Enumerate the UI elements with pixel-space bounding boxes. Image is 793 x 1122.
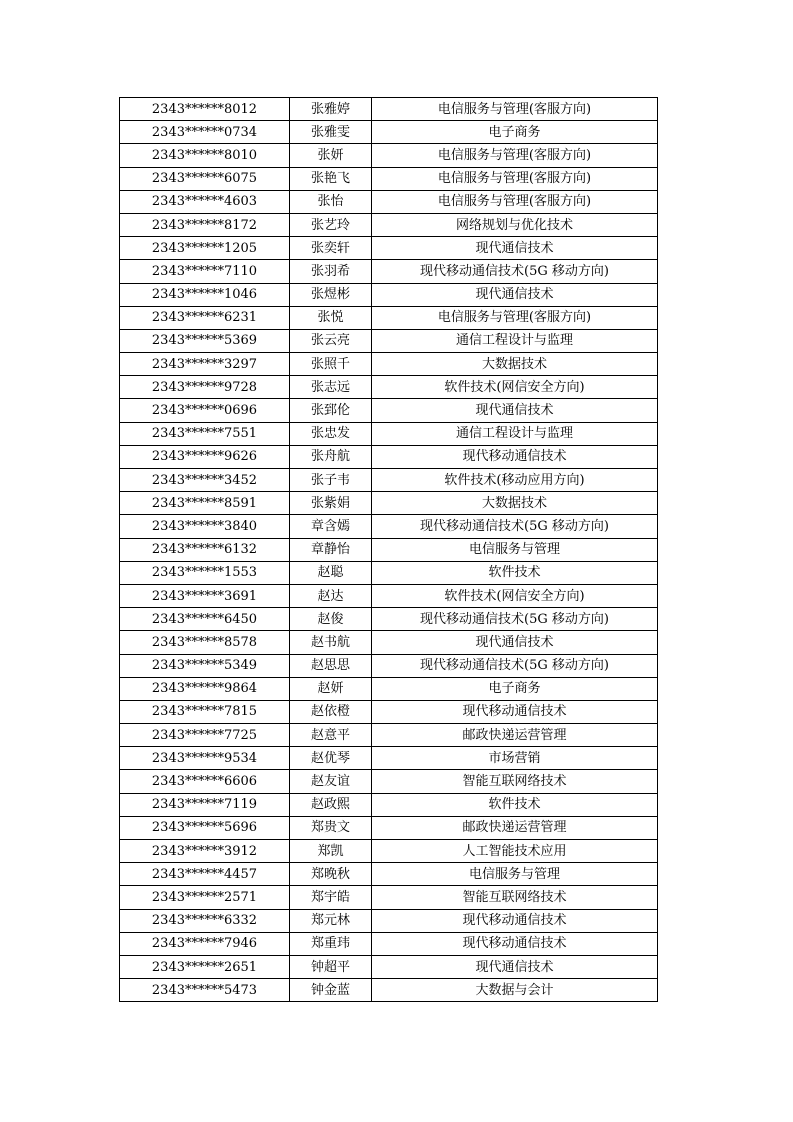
student-id-cell: 2343******8012	[120, 98, 290, 121]
student-id-cell: 2343******2571	[120, 886, 290, 909]
student-name-cell: 张云亮	[290, 329, 372, 352]
major-cell: 网络规划与优化技术	[372, 213, 658, 236]
major-cell: 现代通信技术	[372, 955, 658, 978]
student-name-cell: 郑贵文	[290, 816, 372, 839]
major-cell: 软件技术(网信安全方向)	[372, 584, 658, 607]
table-row	[120, 306, 658, 329]
student-name-cell: 张艳飞	[290, 167, 372, 190]
major-cell: 现代移动通信技术	[372, 932, 658, 955]
student-id-cell: 2343******1553	[120, 561, 290, 584]
table-row	[120, 144, 658, 167]
table-row	[120, 677, 658, 700]
student-table-body	[120, 98, 658, 1002]
table-row	[120, 654, 658, 677]
student-name-cell: 张悦	[290, 306, 372, 329]
student-id-cell: 2343******7946	[120, 932, 290, 955]
student-name-cell: 赵优琴	[290, 747, 372, 770]
table-row	[120, 283, 658, 306]
student-id-cell: 2343******1046	[120, 283, 290, 306]
student-id-cell: 2343******8578	[120, 631, 290, 654]
table-row	[120, 909, 658, 932]
major-cell: 电子商务	[372, 677, 658, 700]
student-name-cell: 赵思思	[290, 654, 372, 677]
student-id-cell: 2343******0696	[120, 399, 290, 422]
table-row	[120, 98, 658, 121]
student-id-cell: 2343******7725	[120, 724, 290, 747]
student-name-cell: 张雅雯	[290, 121, 372, 144]
table-row	[120, 260, 658, 283]
student-id-cell: 2343******6332	[120, 909, 290, 932]
table-row	[120, 213, 658, 236]
student-id-cell: 2343******1205	[120, 237, 290, 260]
table-row	[120, 631, 658, 654]
table-row	[120, 492, 658, 515]
major-cell: 电信服务与管理(客服方向)	[372, 98, 658, 121]
major-cell: 大数据技术	[372, 353, 658, 376]
student-id-cell: 2343******8591	[120, 492, 290, 515]
major-cell: 大数据与会计	[372, 979, 658, 1002]
major-cell: 现代通信技术	[372, 631, 658, 654]
student-id-cell: 2343******3691	[120, 584, 290, 607]
major-cell: 人工智能技术应用	[372, 840, 658, 863]
major-cell: 现代移动通信技术(5G 移动方向)	[372, 515, 658, 538]
major-cell: 智能互联网络技术	[372, 886, 658, 909]
student-id-cell: 2343******7110	[120, 260, 290, 283]
student-name-cell: 钟金蓝	[290, 979, 372, 1002]
table-row	[120, 376, 658, 399]
table-row	[120, 816, 658, 839]
student-name-cell: 张紫娟	[290, 492, 372, 515]
table-row	[120, 979, 658, 1002]
student-id-cell: 2343******3297	[120, 353, 290, 376]
major-cell: 电信服务与管理(客服方向)	[372, 144, 658, 167]
table-row	[120, 469, 658, 492]
table-row	[120, 237, 658, 260]
table-row	[120, 515, 658, 538]
student-id-cell: 2343******7815	[120, 700, 290, 723]
major-cell: 电信服务与管理	[372, 538, 658, 561]
student-name-cell: 张怡	[290, 190, 372, 213]
table-row	[120, 584, 658, 607]
table-row	[120, 932, 658, 955]
student-name-cell: 郑晚秋	[290, 863, 372, 886]
student-id-cell: 2343******8172	[120, 213, 290, 236]
major-cell: 软件技术(移动应用方向)	[372, 469, 658, 492]
major-cell: 电信服务与管理	[372, 863, 658, 886]
student-id-cell: 2343******4457	[120, 863, 290, 886]
student-id-cell: 2343******2651	[120, 955, 290, 978]
student-name-cell: 赵俊	[290, 608, 372, 631]
student-name-cell: 张奕轩	[290, 237, 372, 260]
major-cell: 智能互联网络技术	[372, 770, 658, 793]
table-row	[120, 770, 658, 793]
student-id-cell: 2343******6450	[120, 608, 290, 631]
student-name-cell: 张志远	[290, 376, 372, 399]
major-cell: 软件技术	[372, 561, 658, 584]
student-id-cell: 2343******6231	[120, 306, 290, 329]
student-id-cell: 2343******0734	[120, 121, 290, 144]
major-cell: 软件技术(网信安全方向)	[372, 376, 658, 399]
table-row	[120, 353, 658, 376]
table-row	[120, 955, 658, 978]
table-row	[120, 747, 658, 770]
major-cell: 现代移动通信技术(5G 移动方向)	[372, 260, 658, 283]
student-name-cell: 章静怡	[290, 538, 372, 561]
table-row	[120, 700, 658, 723]
student-name-cell: 赵书航	[290, 631, 372, 654]
student-id-cell: 2343******6075	[120, 167, 290, 190]
student-name-cell: 张煜彬	[290, 283, 372, 306]
student-name-cell: 张羽希	[290, 260, 372, 283]
student-name-cell: 章含嫣	[290, 515, 372, 538]
student-name-cell: 赵意平	[290, 724, 372, 747]
table-row	[120, 840, 658, 863]
major-cell: 现代移动通信技术(5G 移动方向)	[372, 654, 658, 677]
student-id-cell: 2343******9728	[120, 376, 290, 399]
table-row	[120, 121, 658, 144]
table-row	[120, 329, 658, 352]
table-row	[120, 724, 658, 747]
student-name-cell: 钟超平	[290, 955, 372, 978]
student-id-cell: 2343******5369	[120, 329, 290, 352]
student-id-cell: 2343******9626	[120, 445, 290, 468]
student-id-cell: 2343******5696	[120, 816, 290, 839]
student-name-cell: 郑宇皓	[290, 886, 372, 909]
student-id-cell: 2343******3840	[120, 515, 290, 538]
major-cell: 现代移动通信技术	[372, 909, 658, 932]
student-name-cell: 张子韦	[290, 469, 372, 492]
student-id-cell: 2343******7551	[120, 422, 290, 445]
table-row	[120, 422, 658, 445]
major-cell: 现代通信技术	[372, 399, 658, 422]
major-cell: 大数据技术	[372, 492, 658, 515]
table-row	[120, 608, 658, 631]
major-cell: 市场营销	[372, 747, 658, 770]
student-id-cell: 2343******5349	[120, 654, 290, 677]
student-id-cell: 2343******7119	[120, 793, 290, 816]
major-cell: 通信工程设计与监理	[372, 422, 658, 445]
student-id-cell: 2343******9534	[120, 747, 290, 770]
student-name-cell: 张雅婷	[290, 98, 372, 121]
student-name-cell: 张艺玲	[290, 213, 372, 236]
student-id-cell: 2343******3912	[120, 840, 290, 863]
student-name-cell: 张舟航	[290, 445, 372, 468]
major-cell: 通信工程设计与监理	[372, 329, 658, 352]
table-row	[120, 561, 658, 584]
student-id-cell: 2343******4603	[120, 190, 290, 213]
major-cell: 现代移动通信技术	[372, 700, 658, 723]
major-cell: 电信服务与管理(客服方向)	[372, 190, 658, 213]
table-row	[120, 445, 658, 468]
major-cell: 现代通信技术	[372, 237, 658, 260]
student-id-cell: 2343******5473	[120, 979, 290, 1002]
student-name-cell: 张忠发	[290, 422, 372, 445]
table-row	[120, 886, 658, 909]
student-name-cell: 张郅伦	[290, 399, 372, 422]
student-id-cell: 2343******8010	[120, 144, 290, 167]
major-cell: 电信服务与管理(客服方向)	[372, 167, 658, 190]
student-name-cell: 赵聪	[290, 561, 372, 584]
student-id-cell: 2343******3452	[120, 469, 290, 492]
table-row	[120, 793, 658, 816]
student-id-cell: 2343******6606	[120, 770, 290, 793]
student-name-cell: 赵达	[290, 584, 372, 607]
table-row	[120, 863, 658, 886]
major-cell: 现代移动通信技术(5G 移动方向)	[372, 608, 658, 631]
student-name-cell: 赵依橙	[290, 700, 372, 723]
major-cell: 电信服务与管理(客服方向)	[372, 306, 658, 329]
table-row	[120, 190, 658, 213]
student-name-cell: 赵友谊	[290, 770, 372, 793]
table-row	[120, 399, 658, 422]
major-cell: 电子商务	[372, 121, 658, 144]
table-row	[120, 538, 658, 561]
student-name-cell: 张妍	[290, 144, 372, 167]
major-cell: 邮政快递运营管理	[372, 724, 658, 747]
student-name-cell: 张照千	[290, 353, 372, 376]
student-id-cell: 2343******6132	[120, 538, 290, 561]
major-cell: 现代通信技术	[372, 283, 658, 306]
student-name-cell: 赵妍	[290, 677, 372, 700]
major-cell: 邮政快递运营管理	[372, 816, 658, 839]
student-name-cell: 郑元林	[290, 909, 372, 932]
major-cell: 现代移动通信技术	[372, 445, 658, 468]
student-name-cell: 郑凯	[290, 840, 372, 863]
student-id-cell: 2343******9864	[120, 677, 290, 700]
major-cell: 软件技术	[372, 793, 658, 816]
table-row	[120, 167, 658, 190]
student-name-cell: 郑重玮	[290, 932, 372, 955]
student-table	[119, 97, 658, 1002]
student-name-cell: 赵政熙	[290, 793, 372, 816]
